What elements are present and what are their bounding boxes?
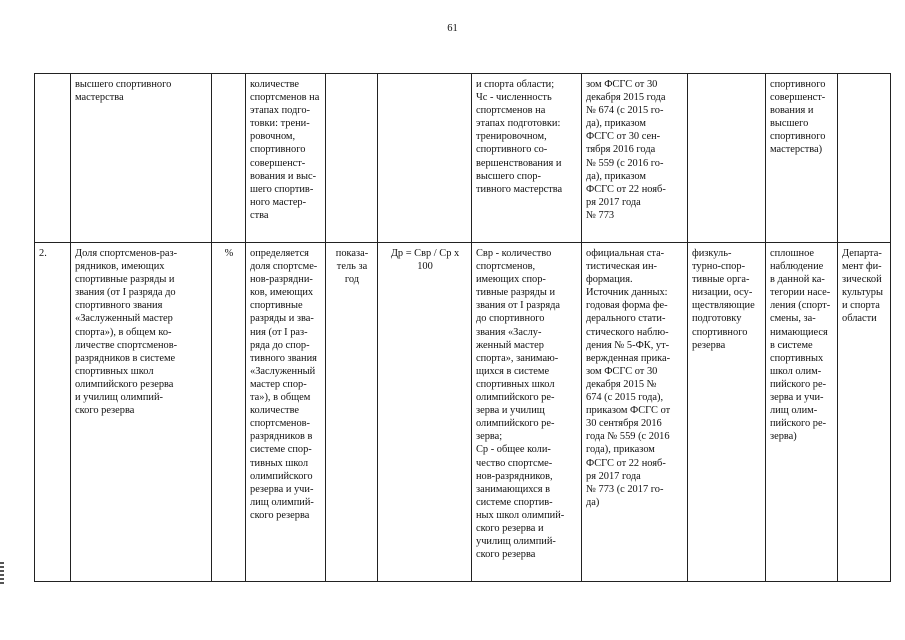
unit-cell: % — [212, 243, 246, 582]
indicator-name-cell: Доля спортсменов-раз- рядников, имеющих спортивные разряды и звания (от I разряда до спортивного звания «Заслуженный мастер спорта»), в общем ко- личестве спортсменов- разрядников в системе спортивных школ олимпийского резерва и училищ олимпий- ского резерва — [71, 243, 212, 582]
definition-cell: определяется доля спортсме- нов-разрядни- ков, имеющих спортивные разряды и зва- ния (от I раз- ряда до спор- тивного звания «Заслуженный мастер спор- та»), в общем количестве спортсменов- разрядников в системе спор- тивных школ олимпийского резерва и учи- лищ олимпий- ского резерва — [246, 243, 326, 582]
unit-cell — [212, 74, 246, 243]
table-row — [35, 243, 891, 582]
definition-cell: количестве спортсменов на этапах подго- товки: трени- ровочном, спортивного совершенст- вования и выс- шего спортив- ного мастер- ства — [246, 74, 326, 243]
row-number-cell — [35, 74, 71, 243]
formula-cell — [378, 74, 472, 243]
responsible-cell — [838, 74, 891, 243]
page-number: 61 — [447, 23, 458, 34]
respondents-cell: физкуль- турно-спор- тивные орга- низации, осу- ществляющие подготовку спортивного резерва — [688, 243, 766, 582]
indicator-name-cell: высшего спортивного мастерства — [71, 74, 212, 243]
respondents-cell — [688, 74, 766, 243]
coverage-cell: сплошное наблюдение в данной ка- тегории насе- ления (спорт- смены, за- нимающиеся в системе спортивных школ олим- пийского ре- зерва и учи- лищ олим- пийского ре- зерва) — [766, 243, 838, 582]
variables-cell: и спорта области; Чс - численность спортсменов на этапах подготовки: тренировочном, спортивного со- вершенствования и высшего спор- тивного мастерства — [472, 74, 582, 243]
period-cell — [326, 74, 378, 243]
data-source-cell: зом ФСГС от 30 декабря 2015 года № 674 (с 2015 го- да), приказом ФСГС от 30 сен- тября 2016 года № 559 (с 2016 го- да), приказом ФСГС от 22 нояб- ря 2017 года № 773 — [582, 74, 688, 243]
period-cell: показа- тель за год — [326, 243, 378, 582]
variables-cell: Свр - количество спортсменов, имеющих спор- тивные разряды и звания от I разряда до спортивного звания «Заслу- женный мастер спорта», занимаю- щихся в системе спортивных школ олимпийского ре- зерва и училищ олимпийского ре- зерва; Ср - общее коли- чество спортсме- нов-разрядников, занимающихся в системе спортив- ных школ олимпий- ского резерва и училищ олимпий- ского резерва — [472, 243, 582, 582]
responsible-cell: Департа- мент фи- зической культуры и спорта области — [838, 243, 891, 582]
coverage-cell: спортивного совершенст- вования и высшего спортивного мастерства) — [766, 74, 838, 243]
row-number-cell: 2. — [35, 243, 71, 582]
indicators-table — [34, 73, 891, 582]
table-row — [35, 74, 891, 243]
formula-cell: Др = Свр / Ср х 100 — [378, 243, 472, 582]
data-source-cell: официальная ста- тистическая ин- формация. Источник данных: годовая форма фе- дерального стати- стического наблю- дения № 5-ФК, ут- вержденная прика- зом ФСГС от 30 декабря 2015 № 674 (с 2015 года), приказом ФСГС от 30 сентября 2016 года № 559 (с 2016 года), приказом ФСГС от 22 нояб- ря 2017 года № 773 (с 2017 го- да) — [582, 243, 688, 582]
scan-edge-mark — [0, 562, 4, 584]
